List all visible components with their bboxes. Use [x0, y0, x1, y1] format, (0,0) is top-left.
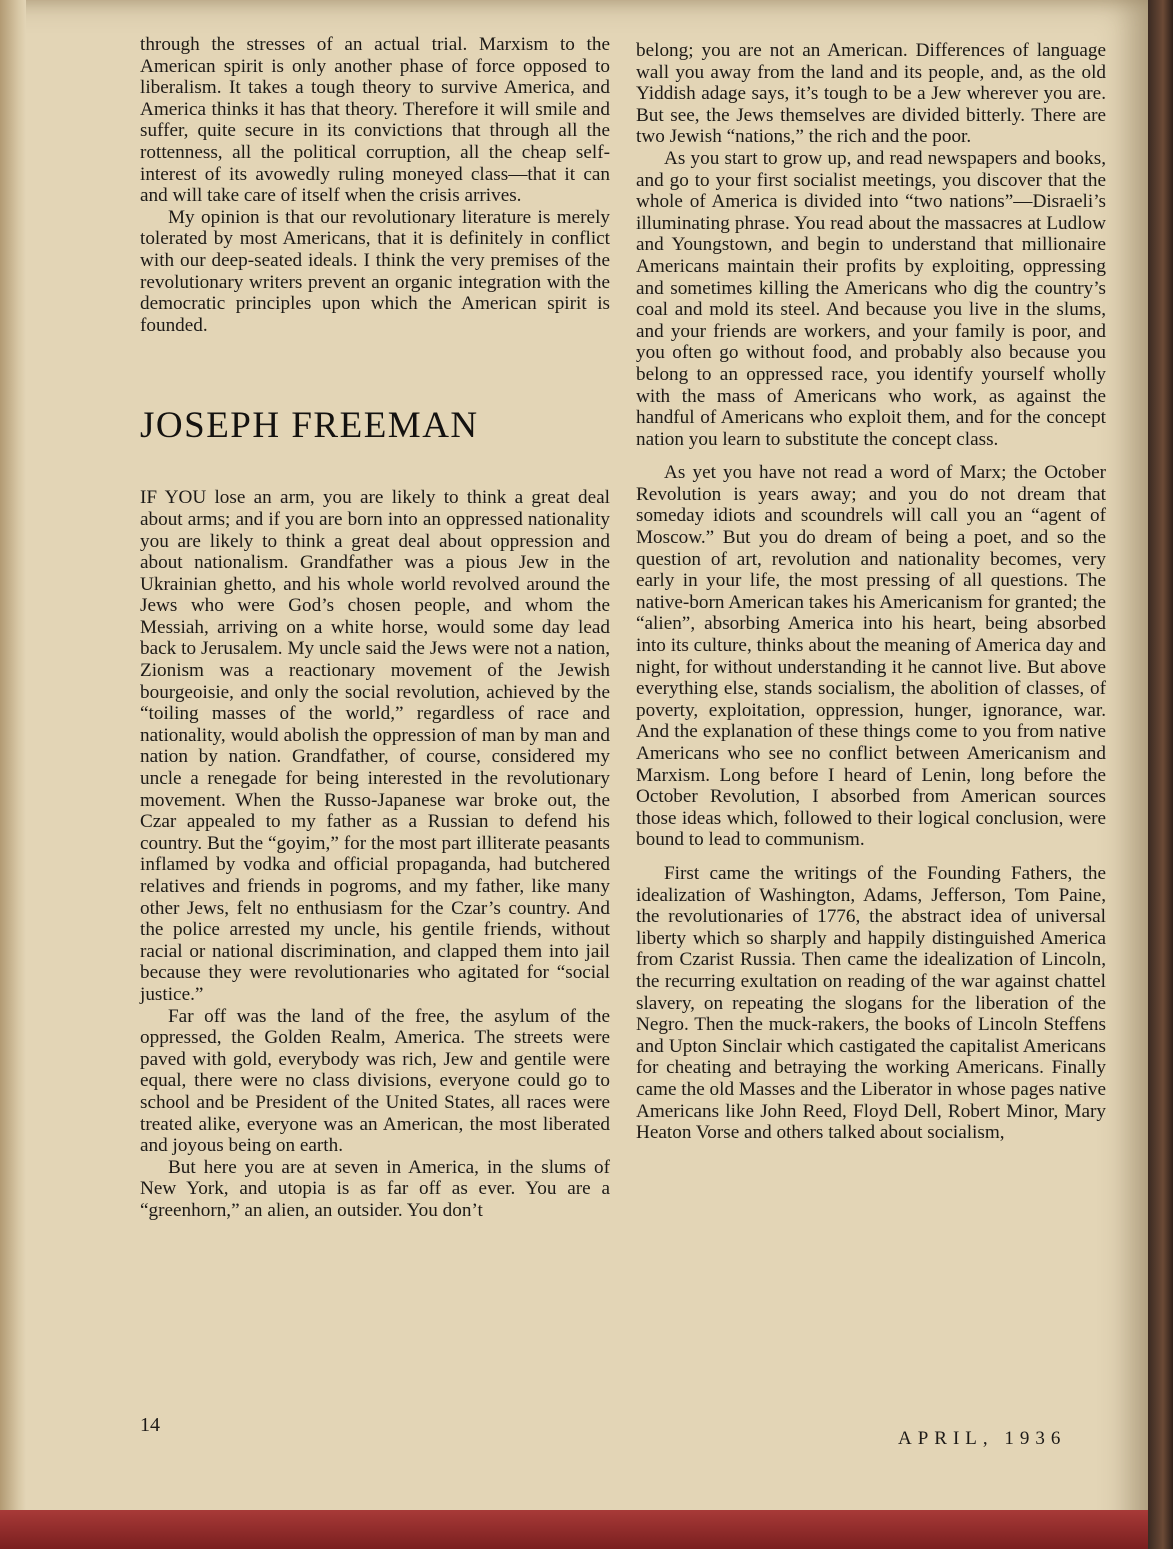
paragraph: But here you are at seven in America, in the slums of New York, and utopia is as far off as ever. You are a “greenhorn,” an alien, an outsider. You don’t	[140, 1156, 610, 1221]
left-column	[140, 34, 610, 1222]
author-heading: JOSEPH FREEMAN	[140, 405, 479, 447]
paragraph: through the stresses of an actual trial. Marxism to the American spirit is only another phase of force opposed to liberalism. It takes a tough theory to survive America, and America thinks it has that theory. Therefore it will smile and suffer, quite secure in its convictions that through all the rottenness, all the political corruption, all the cheap self-interest of its avowedly ruling moneyed class—that it can and will take care of itself when the crisis arrives.	[140, 34, 610, 207]
page-edge-strip	[0, 1510, 1148, 1549]
page-spine-shadow	[0, 0, 26, 1549]
book-edge	[1148, 0, 1173, 1549]
paragraph: My opinion is that our revolutionary literature is merely tolerated by most Americans, that it is definitely in conflict with our deep-seated ideals. I think the very premises of the revolutionary writers prevent an organic integration with the democratic principles upon which the American spirit is founded.	[140, 206, 610, 336]
paragraph: As yet you have not read a word of Marx; the October Revolution is years away; and you do not dream that someday idiots and scoundrels will call you an “agent of Moscow.” But you do dream of being a poet, and so the question of art, revolution and nationality becomes, very early in your life, the most pressing of all questions. The native-born American takes his Americanism for granted; the “alien”, absorbing America into his heart, being absorbed into its culture, thinks about the meaning of America day and night, for without understanding it he cannot live. But above everything else, stands socialism, the abolition of classes, of poverty, exploitation, oppression, hunger, ignorance, war. And the explanation of these things come to you from native Americans who see no conflict between Americanism and Marxism. Long before I heard of Lenin, long before the October Revolution, I absorbed from American sources those ideas which, followed to their logical conclusion, were bound to lead to communism.	[636, 462, 1106, 851]
right-column	[636, 40, 1106, 1144]
paragraph: Far off was the land of the free, the asylum of the oppressed, the Golden Realm, America. The streets were paved with gold, everybody was rich, Jew and gentile were equal, there were no class divisions, everyone could go to school and be President of the United States, all races were treated alike, everyone was an American, the most liberated and joyous being on earth.	[140, 1005, 610, 1157]
paragraph: belong; you are not an American. Differences of language wall you away from the land and its people, and, as the old Yiddish adage says, it’s tough to be a Jew wherever you are. But see, the Jews themselves are divided bitterly. There are two Jewish “nations,” the rich and the poor.	[636, 40, 1106, 148]
paragraph: IF YOU lose an arm, you are likely to think a great deal about arms; and if you are born into an oppressed nationality you are likely to think a great deal about oppression and about nationalism. Grandfather was a pious Jew in the Ukrainian ghetto, and his whole world revolved around the Jews who were God’s chosen people, and whom the Messiah, arriving on a white horse, would some day lead back to Jerusalem. My uncle said the Jews were not a nation, Zionism was a reactionary movement of the Jewish bourgeoisie, and only the social revolution, achieved by the “toiling masses of the world,” regardless of race and nationality, would abolish the oppression of man by man and nation by nation. Grandfather, of course, considered my uncle a renegade for being interested in the revolutionary movement. When the Russo-Japanese war broke out, the Czar appealed to my father as a Russian to defend his country. But the “goyim,” for the most part illiterate peasants inflamed by vodka and official propaganda, had butchered relatives and friends in pogroms, and my father, like many other Jews, felt no enthusiasm for the Czar’s country. And the police arrested my uncle, his gentile friends, without racial or national discrimination, and clapped them into jail because they were revolutionaries who agitated for “social justice.”	[140, 487, 610, 1005]
issue-date-footer: APRIL, 1936	[898, 1428, 1067, 1449]
paragraph: First came the writings of the Founding Fathers, the idealization of Washington, Adams, Jefferson, Tom Paine, the revolutionaries of 1776, the abstract idea of universal liberty which so sharply and happily distinguished America from Czarist Russia. Then came the idealization of Lincoln, the recurring exultation on reading of the war against chattel slavery, on repeating the slogans for the liberation of the Negro. Then the muck-rakers, the books of Lincoln Steffens and Upton Sinclair which castigated the capitalist Americans for cheating and betraying the working Americans. Finally came the old Masses and the Liberator in whose pages native Americans like John Reed, Floyd Dell, Robert Minor, Mary Heaton Vorse and others talked about socialism,	[636, 862, 1106, 1144]
paragraph: As you start to grow up, and read newspapers and books, and go to your first socialist meetings, you discover that the whole of America is divided into “two nations”—Disraeli’s illuminating phrase. You read about the massacres at Ludlow and Youngstown, and begin to understand that millionaire Americans maintain their profits by exploiting, oppressing and sometimes killing the Americans who dig the country’s coal and mold its steel. And because you live in the slums, and your friends are workers, and your family is poor, and you often go without food, and probably also because you belong to an oppressed race, you identify yourself wholly with the mass of Americans who work, as against the handful of Americans who exploit them, and for the concept nation you learn to substitute the concept class.	[636, 147, 1106, 450]
page-number: 14	[140, 1414, 160, 1436]
